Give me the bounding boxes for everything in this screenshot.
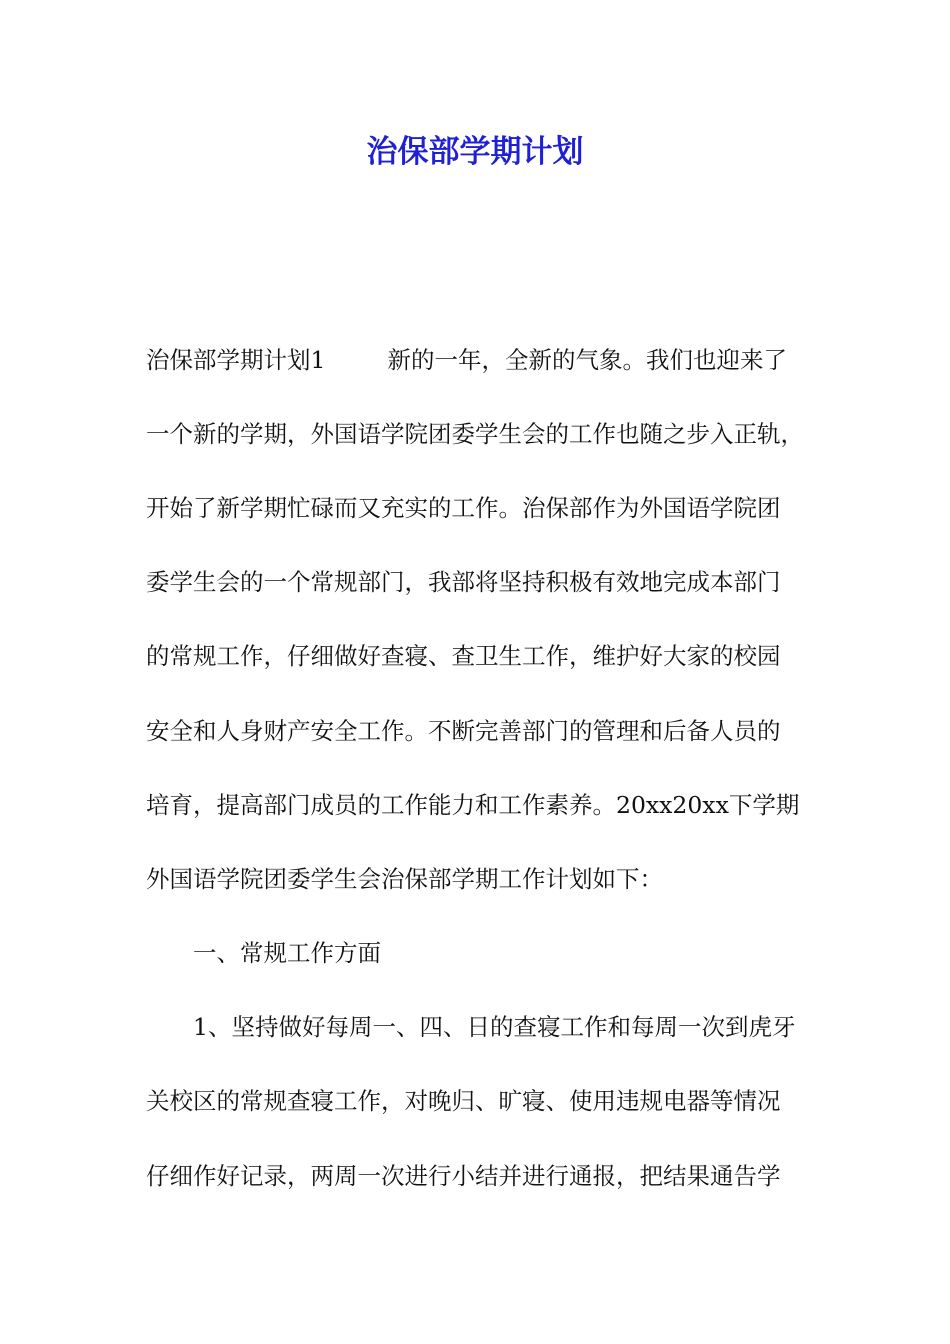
body-line: 委学生会的一个常规部门，我部将坚持积极有效地完成本部门 (146, 568, 781, 596)
body-line-text: 新的一年，全新的气象。我们也迎来了 (387, 346, 787, 374)
section-heading: 一、常规工作方面 (193, 939, 381, 967)
body-line: 安全和人身财产安全工作。不断完善部门的管理和后备人员的 (146, 717, 781, 745)
body-line: 的常规工作，仔细做好查寝、查卫生工作，维护好大家的校园 (146, 642, 781, 670)
body-line: 关校区的常规查寝工作，对晚归、旷寝、使用违规电器等情况 (146, 1087, 781, 1115)
body-line: 一个新的学期，外国语学院团委学生会的工作也随之步入正轨， (146, 420, 804, 448)
body-line: 培育，提高部门成员的工作能力和工作素养。20xx20xx下学期 (146, 791, 800, 819)
body-line: 开始了新学期忙碌而又充实的工作。治保部作为外国语学院团 (146, 494, 781, 522)
body-line: 1、坚持做好每周一、四、日的查寝工作和每周一次到虎牙 (193, 1013, 796, 1041)
body-line: 仔细作好记录，两周一次进行小结并进行通报，把结果通告学 (146, 1162, 781, 1190)
body-line: 外国语学院团委学生会治保部学期工作计划如下： (146, 865, 663, 893)
section-lead: 治保部学期计划1 (146, 346, 326, 374)
body-line (146, 340, 787, 380)
document-title: 治保部学期计划 (366, 134, 584, 170)
